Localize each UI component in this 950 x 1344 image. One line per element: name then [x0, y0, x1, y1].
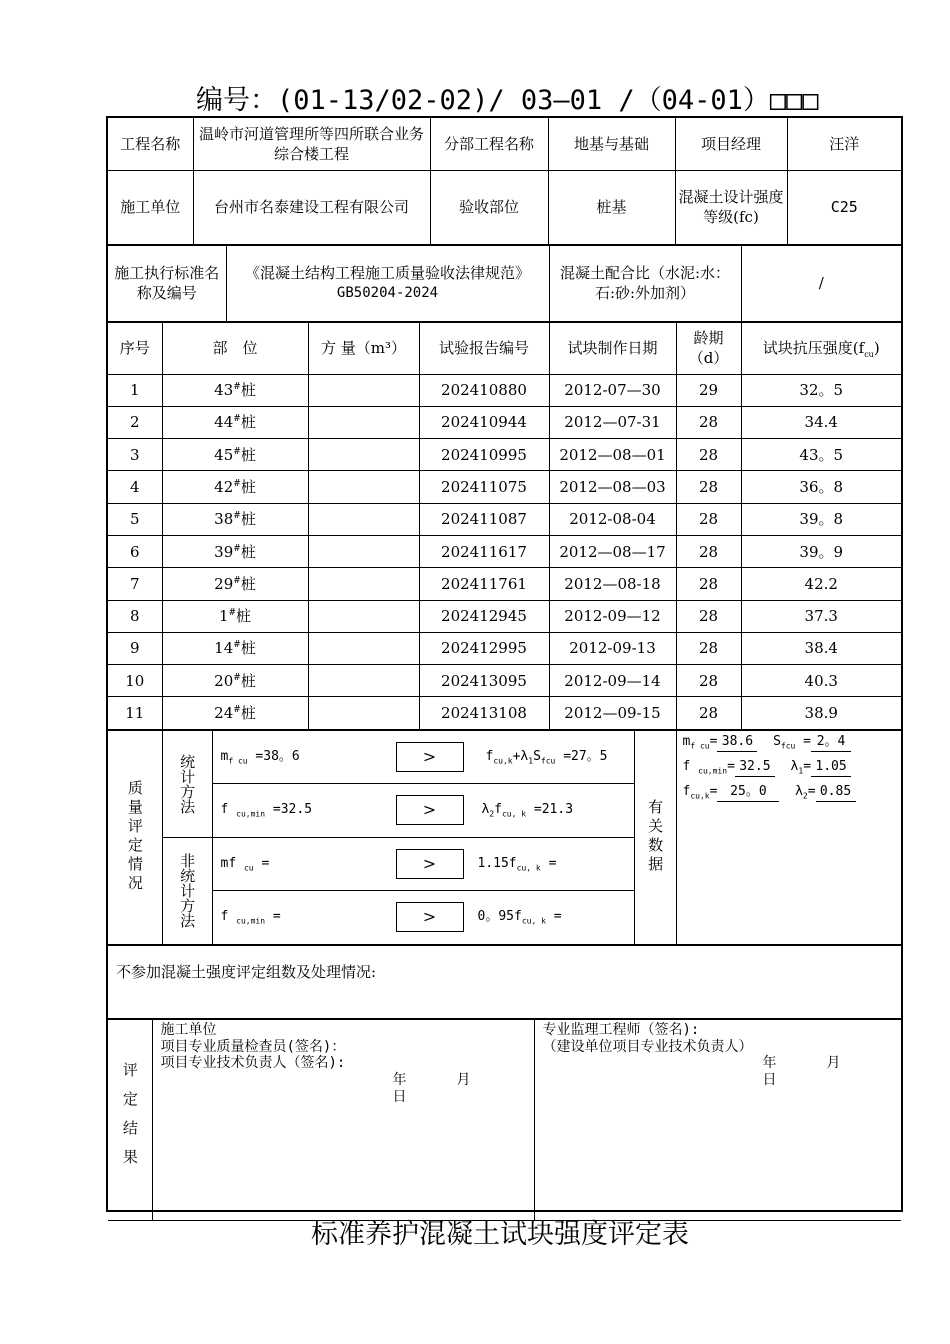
row-volume [308, 406, 419, 438]
row-seq: 4 [108, 471, 162, 503]
row-seq: 11 [108, 697, 162, 729]
row-volume [308, 632, 419, 664]
row-date: 2012—09-15 [549, 697, 676, 729]
stat2-right: $\lambda_2f_{cu, k} =21.3$ [481, 802, 574, 820]
row-age: 28 [676, 406, 741, 438]
contractor-sign-line-3: 项目专业技术负责人（签名): [160, 1055, 346, 1072]
row-report: 202411075 [419, 471, 549, 503]
nonstat2-right: 0。$95f_{cu, k}$ = [477, 909, 562, 927]
design-grade-label: 混凝土设计强度等级(fc) [675, 170, 787, 244]
stat1-right: $f_{cu,k}+\lambda_1S_{fcu} =27$。5 [485, 748, 608, 766]
specimen-rows [108, 374, 901, 729]
row-age: 28 [676, 503, 741, 535]
specimen-table [108, 322, 901, 730]
row-age: 28 [676, 471, 741, 503]
sub-project-label: 分部工程名称 [430, 118, 548, 170]
project-name-label: 工程名称 [108, 118, 193, 170]
row-strength: 42.2 [741, 568, 901, 600]
header-date: 试块制作日期 [549, 322, 676, 374]
document-number-label: 编号： [196, 85, 277, 116]
row-strength: 39。8 [741, 503, 901, 535]
form-title: 标准养护混凝土试块强度评定表 [311, 1219, 689, 1250]
pile-number: 20 [214, 671, 234, 690]
pile-number: 44 [214, 413, 234, 432]
row-part [162, 406, 308, 438]
row-strength: 40.3 [741, 665, 901, 697]
row-strength: 34.4 [741, 406, 901, 438]
table-row [108, 697, 901, 729]
fcuk-value: 25。0 [717, 783, 779, 802]
manager-label: 项目经理 [675, 118, 787, 170]
related-row-3: $f_{cu,k}= 25$。0 $\lambda_2= 0.85$ [683, 783, 896, 808]
fcumin-value: 32.5 [735, 758, 775, 777]
row-report: 202410880 [419, 374, 549, 406]
row-volume [308, 568, 419, 600]
row-seq: 7 [108, 568, 162, 600]
supervisor-sign-line-2: （建设单位项目专业技术负责人） [542, 1038, 753, 1055]
pile-mark: # [233, 414, 241, 425]
pile-mark: # [228, 608, 237, 619]
lambda1-value: 1.05 [811, 758, 851, 777]
result-table [108, 1019, 901, 1221]
table-row [108, 568, 901, 600]
supervisor-signature [534, 1019, 901, 1220]
table-row [108, 471, 901, 503]
quality-label-cell [108, 730, 162, 944]
table-row [108, 406, 901, 438]
pile-suffix: 桩 [240, 413, 256, 432]
contractor-sign-line-1: 施工单位 [160, 1021, 217, 1038]
row-volume [308, 535, 419, 567]
row-seq: 1 [108, 374, 162, 406]
accept-part: 桩基 [548, 170, 675, 244]
lambda2-value: 0.85 [816, 783, 856, 802]
manager: 汪洋 [787, 118, 901, 170]
row-strength: 32。5 [741, 374, 901, 406]
pile-mark: # [233, 704, 241, 715]
quality-eval-table [108, 730, 901, 945]
standard-cell [226, 245, 549, 321]
header-strength: 试块抗压强度$(f_{cu})$ [741, 322, 901, 374]
excluded-table [108, 945, 901, 1019]
pile-number: 24 [214, 703, 234, 722]
table-row [108, 600, 901, 632]
row-seq: 6 [108, 535, 162, 567]
mix-label: 混凝土配合比（水泥:水：石:砂:外加剂） [549, 245, 741, 321]
table-row [108, 374, 901, 406]
row-strength: 38.4 [741, 632, 901, 664]
row-age: 28 [676, 665, 741, 697]
related-data [676, 730, 901, 944]
result-label: 评定结果 [120, 1061, 139, 1178]
standard-code: GB50204-2024 [336, 284, 439, 301]
row-volume [308, 439, 419, 471]
nonstat1-gt: > [396, 849, 464, 879]
standard-label: 施工执行标准名称及编号 [108, 245, 226, 321]
nonstat-formulas [212, 837, 634, 944]
pile-number: 45 [214, 445, 234, 464]
pile-suffix: 桩 [240, 542, 256, 561]
row-volume [308, 471, 419, 503]
pile-suffix: 桩 [240, 381, 256, 400]
project-name: 温岭市河道管理所等四所联合业务综合楼工程 [193, 118, 430, 170]
row-volume [308, 503, 419, 535]
row-part [162, 439, 308, 471]
document-number [196, 78, 819, 117]
mix-value: / [741, 245, 901, 321]
row-date: 2012—08—01 [549, 439, 676, 471]
row-part [162, 697, 308, 729]
standard-name: 《混凝土结构工程施工质量验收法律规范》 [244, 264, 530, 283]
table-row [108, 503, 901, 535]
header-age: 龄期（d） [676, 322, 741, 374]
pile-number: 14 [214, 639, 234, 658]
table-row [108, 535, 901, 567]
header-report: 试验报告编号 [419, 322, 549, 374]
header-volume: 方 量（m³） [308, 322, 419, 374]
row-age: 28 [676, 439, 741, 471]
header-part: 部 位 [162, 322, 308, 374]
row-strength: 39。9 [741, 535, 901, 567]
row-date: 2012—08-18 [549, 568, 676, 600]
supervisor-sign-date: 年 月日 [762, 1055, 841, 1089]
related-label-cell [634, 730, 676, 944]
pile-suffix: 桩 [240, 703, 256, 722]
quality-label: 质量评定情况 [125, 780, 144, 895]
nonstat1-left: mf $_{cu}$ = [220, 855, 270, 873]
result-label-cell [108, 1019, 152, 1220]
header-strength-text: 试块抗压强度(f [762, 338, 865, 357]
contractor-sign-line-2: 项目专业质量检查员(签名)： [160, 1038, 346, 1055]
stat1-gt: > [396, 742, 464, 772]
row-part [162, 568, 308, 600]
nonstat-row-2 [213, 891, 634, 944]
row-date: 2012—08—17 [549, 535, 676, 567]
contractor: 台州市名泰建设工程有限公司 [193, 170, 430, 244]
stat2-gt: > [396, 795, 464, 825]
row-strength: 37.3 [741, 600, 901, 632]
stat-formulas [212, 730, 634, 837]
row-volume [308, 374, 419, 406]
pile-mark: # [233, 672, 241, 683]
pile-mark: # [233, 382, 241, 393]
row-date: 2012-07—30 [549, 374, 676, 406]
pile-suffix: 桩 [240, 510, 256, 529]
pile-number: 43 [214, 381, 234, 400]
sub-project: 地基与基础 [548, 118, 675, 170]
row-date: 2012—07-31 [549, 406, 676, 438]
row-report: 202411761 [419, 568, 549, 600]
table-row [108, 665, 901, 697]
row-report: 202412995 [419, 632, 549, 664]
pile-mark: # [233, 640, 241, 651]
row-volume [308, 600, 419, 632]
pile-number: 1 [218, 607, 229, 626]
pile-suffix: 桩 [236, 607, 252, 626]
sfcu-value: 2。4 [811, 733, 851, 752]
row-report: 202412945 [419, 600, 549, 632]
row-seq: 9 [108, 632, 162, 664]
row-part [162, 471, 308, 503]
nonstat-label: 非统计方法 [178, 853, 197, 929]
table-row [108, 632, 901, 664]
related-row-1: $m_{f cu}= 38.6$ $S_{fcu} = 2$。4 [683, 733, 896, 758]
pile-number: 29 [214, 574, 234, 593]
nonstat-label-cell [162, 837, 212, 944]
pile-mark: # [233, 446, 241, 457]
row-age: 28 [676, 568, 741, 600]
document-number-value: (01-13/02-02)/ 03—01 /（04-01）□□□ [277, 85, 819, 116]
row-report: 202410944 [419, 406, 549, 438]
row-date: 2012-08-04 [549, 503, 676, 535]
row-part [162, 374, 308, 406]
table-row [108, 439, 901, 471]
row-age: 28 [676, 632, 741, 664]
nonstat1-right: $1.15f_{cu, k}$ = [477, 855, 557, 873]
stat-row-1 [213, 731, 634, 784]
pile-number: 38 [214, 510, 234, 529]
row-volume [308, 697, 419, 729]
row-age: 28 [676, 697, 741, 729]
row-date: 2012—08—03 [549, 471, 676, 503]
row-seq: 10 [108, 665, 162, 697]
row-volume [308, 665, 419, 697]
contractor-label: 施工单位 [108, 170, 193, 244]
row-report: 202411087 [419, 503, 549, 535]
row-strength: 43。5 [741, 439, 901, 471]
row-part [162, 535, 308, 567]
pile-mark: # [233, 543, 241, 554]
contractor-signature [152, 1019, 534, 1220]
row-seq: 2 [108, 406, 162, 438]
standard-table [108, 245, 901, 322]
row-date: 2012-09—14 [549, 665, 676, 697]
pile-suffix: 桩 [240, 574, 256, 593]
nonstat2-gt: > [396, 902, 464, 932]
row-age: 28 [676, 535, 741, 567]
pile-suffix: 桩 [240, 639, 256, 658]
row-strength: 38.9 [741, 697, 901, 729]
row-part [162, 665, 308, 697]
pile-number: 39 [214, 542, 234, 561]
stat1-left: $m_{f cu} =38$。6 [220, 748, 300, 766]
row-report: 202413095 [419, 665, 549, 697]
row-report: 202410995 [419, 439, 549, 471]
related-label: 有关数据 [646, 799, 665, 876]
row-seq: 5 [108, 503, 162, 535]
design-grade: C25 [787, 170, 901, 244]
row-age: 29 [676, 374, 741, 406]
stat-row-2 [213, 784, 634, 837]
contractor-sign-date: 年 月日 [392, 1072, 471, 1105]
accept-part-label: 验收部位 [430, 170, 548, 244]
row-report: 202411617 [419, 535, 549, 567]
row-part [162, 632, 308, 664]
row-strength: 36。8 [741, 471, 901, 503]
row-age: 28 [676, 600, 741, 632]
row-part [162, 600, 308, 632]
stat-label: 统计方法 [178, 753, 197, 814]
pile-mark: # [233, 575, 241, 586]
mfcu-value: 38.6 [717, 733, 757, 752]
project-info-table [108, 118, 901, 245]
excluded-label: 不参加混凝土强度评定组数及处理情况: [108, 945, 901, 1018]
pile-number: 42 [214, 477, 234, 496]
pile-suffix: 桩 [240, 671, 256, 690]
row-date: 2012-09—12 [549, 600, 676, 632]
related-row-2: f $_{cu,min}$= 32.5 $\lambda_1= 1.05$ [683, 758, 896, 783]
header-seq: 序号 [108, 322, 162, 374]
pile-suffix: 桩 [240, 445, 256, 464]
nonstat2-left: f $_{cu,min}$ = [220, 909, 281, 927]
row-part [162, 503, 308, 535]
pile-mark: # [233, 511, 241, 522]
pile-mark: # [233, 478, 241, 489]
row-report: 202413108 [419, 697, 549, 729]
row-date: 2012-09-13 [549, 632, 676, 664]
supervisor-sign-line-1: 专业监理工程师（签名): [542, 1021, 700, 1038]
stat-label-cell [162, 730, 212, 837]
evaluation-form [106, 116, 903, 1212]
stat2-left: f $_{cu,min}$ =32.5 [220, 802, 313, 820]
row-seq: 8 [108, 600, 162, 632]
nonstat-row-1 [213, 838, 634, 891]
pile-suffix: 桩 [240, 477, 256, 496]
row-seq: 3 [108, 439, 162, 471]
